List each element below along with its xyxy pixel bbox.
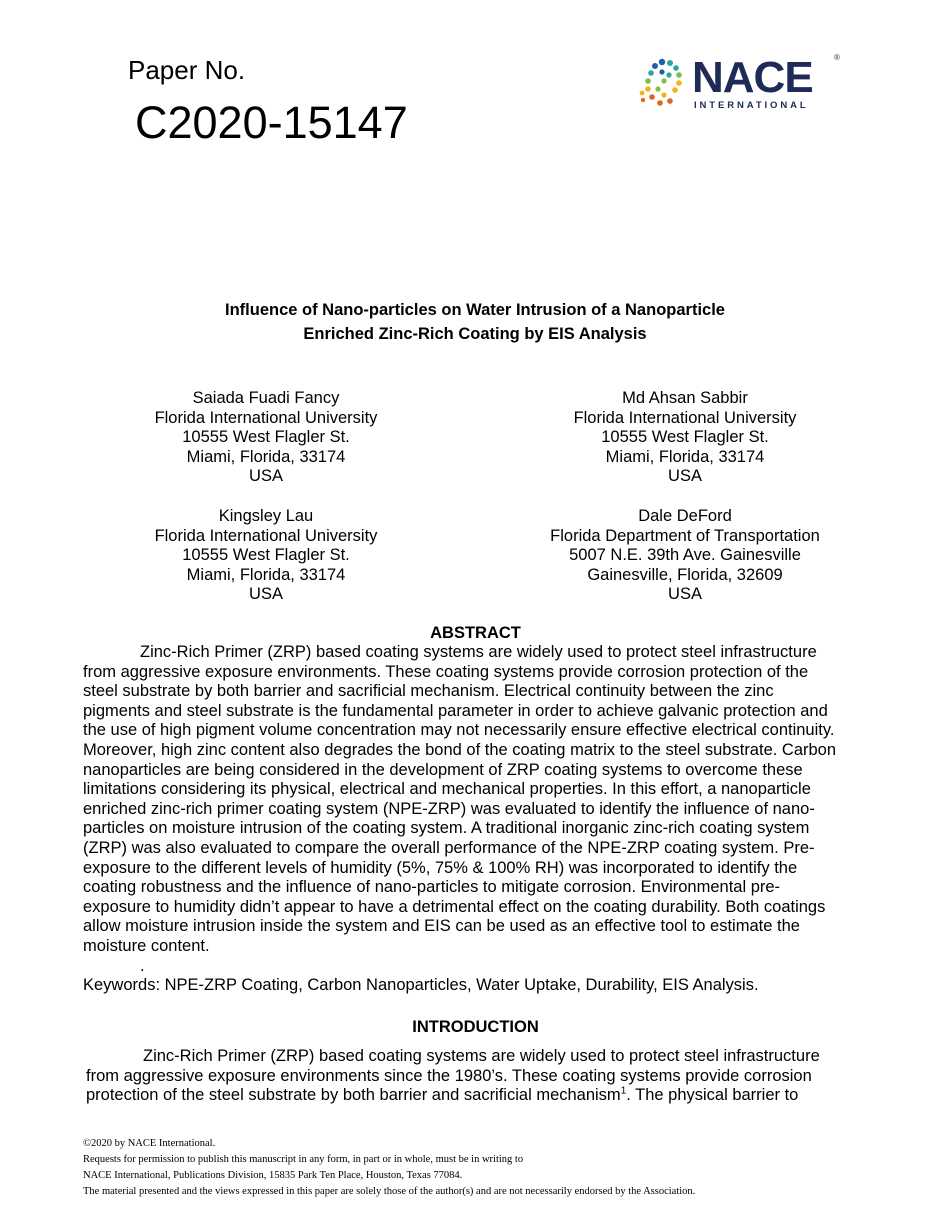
- abstract-line: particles on moisture intrusion of the coating system. A traditional inorganic zinc-rich coating system: [83, 819, 810, 838]
- abstract-line: steel substrate by both barrier and sacrificial mechanism. Electrical continuity between the zinc: [83, 682, 774, 701]
- keywords: Keywords: NPE-ZRP Coating, Carbon Nanoparticles, Water Uptake, Durability, EIS Analysis.: [83, 976, 759, 995]
- logo-tagline: INTERNATIONAL: [694, 100, 809, 111]
- abstract-dot: .: [140, 956, 145, 975]
- paper-title: [120, 298, 830, 346]
- abstract-heading: ABSTRACT: [430, 624, 521, 642]
- footer-copyright: ©2020 by NACE International.: [83, 1138, 216, 1149]
- author-city: Miami, Florida, 33174: [605, 447, 765, 466]
- abstract-line: enriched zinc-rich primer coating system (NPE-ZRP) was evaluated to identify the influence of nano-: [83, 799, 815, 818]
- author-affiliation: Florida International University: [154, 526, 378, 545]
- author-country: USA: [668, 585, 702, 604]
- author-address: 5007 N.E. 39th Ave. Gainesville: [569, 546, 801, 565]
- reference-superscript: 1: [620, 1085, 627, 1097]
- footer-disclaimer: The material presented and the views expressed in this paper are solely those of the author(s) and are not necessarily endorsed by the Association.: [83, 1186, 696, 1197]
- author-affiliation: Florida Department of Transportation: [550, 526, 820, 545]
- abstract-line: moisture content.: [83, 936, 210, 955]
- abstract-line: exposure to the different levels of humidity (5%, 75% & 100% RH) was incorporated to identify the: [83, 858, 798, 877]
- abstract-line: nanoparticles are being considered in the development of ZRP coating systems to overcome these: [83, 760, 803, 779]
- author-city: Gainesville, Florida, 32609: [587, 565, 783, 584]
- abstract-line: Zinc-Rich Primer (ZRP) based coating systems are widely used to protect steel infrastructure: [140, 643, 817, 661]
- abstract-body: [83, 643, 836, 996]
- intro-line-text: . The physical barrier to: [626, 1086, 799, 1105]
- intro-line-text: protection of the steel substrate by both barrier and sacrificial mechanism: [86, 1086, 621, 1105]
- author-country: USA: [668, 467, 702, 486]
- abstract-line: Moreover, high zinc content also degrades the bond of the coating matrix to the steel substrate. Carbon: [83, 740, 837, 759]
- abstract-line: the use of high pigment volume concentration may not necessarily ensure effective electrical continuity.: [83, 721, 835, 740]
- abstract-line: limitations considering its physical, electrical and mechanical properties. In this effort, a nanoparticle: [83, 780, 811, 799]
- title-line-1: Influence of Nano-particles on Water Intrusion of a Nanoparticle: [225, 301, 725, 319]
- intro-line: from aggressive exposure environments since the 1980’s. These coating systems provide corrosion: [86, 1066, 812, 1085]
- author-name: Md Ahsan Sabbir: [622, 389, 748, 407]
- title-line-2: Enriched Zinc-Rich Coating by EIS Analysis: [303, 325, 647, 343]
- author-name: Dale DeFord: [638, 507, 732, 525]
- author-block: [515, 507, 855, 605]
- author-country: USA: [249, 467, 283, 486]
- author-name: Kingsley Lau: [218, 507, 314, 525]
- author-city: Miami, Florida, 33174: [186, 565, 346, 584]
- paper-number-label: Paper No.: [128, 55, 246, 85]
- author-block: [96, 507, 436, 605]
- nace-logo: [634, 48, 844, 114]
- author-affiliation: Florida International University: [154, 408, 378, 427]
- paper-id: C2020-15147: [135, 97, 408, 148]
- copyright-footer: [83, 1136, 843, 1200]
- logo-wordmark: NACE: [692, 53, 813, 102]
- logo-registered-mark: ®: [834, 53, 840, 62]
- introduction-body: [86, 1047, 820, 1106]
- abstract-line: pigments and steel substrate is the fundamental parameter in order to achieve galvanic protection and: [83, 701, 828, 720]
- author-block: [96, 389, 436, 487]
- intro-line: [86, 1086, 820, 1106]
- introduction-heading: INTRODUCTION: [412, 1018, 539, 1036]
- author-address: 10555 West Flagler St.: [601, 428, 769, 447]
- logo-dot-swirl: [640, 59, 682, 106]
- abstract-line: coating robustness and the influence of nano-particles to mitigate corrosion. Environmental pre-: [83, 878, 781, 897]
- author-block: [515, 389, 855, 487]
- abstract-line: (ZRP) was also evaluated to compare the overall performance of the NPE-ZRP coating system. Pre-: [83, 838, 815, 857]
- author-address: 10555 West Flagler St.: [182, 546, 350, 565]
- abstract-line: allow moisture intrusion inside the system and EIS can be used as an effective tool to estimate the: [83, 917, 800, 936]
- footer-permission: Requests for permission to publish this manuscript in any form, in part or in whole, must be in writing to: [83, 1154, 524, 1165]
- footer-address: NACE International, Publications Division, 15835 Park Ten Place, Houston, Texas 77084.: [83, 1170, 463, 1181]
- author-address: 10555 West Flagler St.: [182, 428, 350, 447]
- abstract-line: from aggressive exposure environments. These coating systems provide corrosion protection of the: [83, 662, 809, 681]
- intro-line: Zinc-Rich Primer (ZRP) based coating systems are widely used to protect steel infrastructure: [143, 1047, 820, 1065]
- author-name: Saiada Fuadi Fancy: [192, 389, 340, 407]
- author-country: USA: [249, 585, 283, 604]
- abstract-line: exposure to humidity didn’t appear to have a detrimental effect on the coating durability. Both coatings: [83, 897, 826, 916]
- author-city: Miami, Florida, 33174: [186, 447, 346, 466]
- author-affiliation: Florida International University: [573, 408, 797, 427]
